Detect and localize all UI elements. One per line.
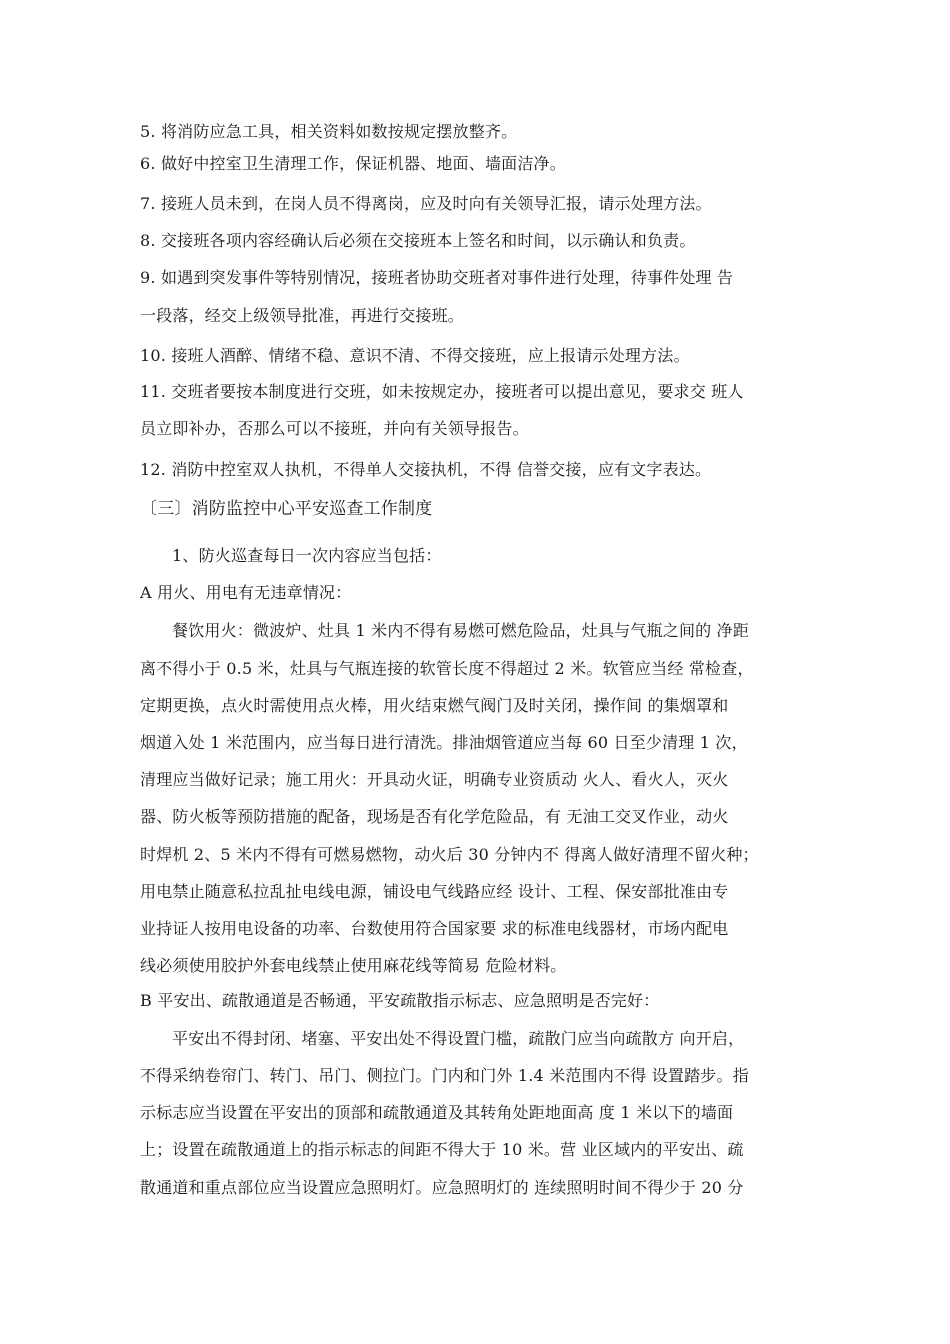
paragraph-a-line-9: 业持证人按用电设备的功率、台数使用符合国家要 求的标准电线器材，市场内配电 — [140, 919, 729, 938]
text-line-12: 12. 消防中控室双人执机，不得单人交接执机，不得 信誉交接，应有文字表达。 — [140, 460, 712, 479]
paragraph-a-line-5: 清理应当做好记录；施工用火：开具动火证，明确专业资质动 火人、看火人，灭火 — [140, 770, 729, 789]
item-b-heading: B 平安出、疏散通道是否畅通，平安疏散指示标志、应急照明是否完好： — [140, 991, 660, 1010]
paragraph-a-line-10: 线必须使用胶护外套电线禁止使用麻花线等简易 危险材料。 — [140, 956, 567, 975]
paragraph-a-line-8: 用电禁止随意私拉乱扯电线电源，铺设电气线路应经 设计、工程、保安部批准由专 — [140, 882, 729, 901]
text-line-5: 5. 将消防应急工具，相关资料如数按规定摆放整齐。 — [140, 122, 518, 141]
text-line-6: 6. 做好中控室卫生清理工作，保证机器、地面、墙面洁净。 — [140, 154, 566, 173]
section-heading: 〔三〕消防监控中心平安巡查工作制度 — [140, 499, 433, 519]
item-a-heading: A 用火、用电有无违章情况： — [140, 583, 352, 602]
paragraph-a-line-1: 餐饮用火：微波炉、灶具 1 米内不得有易燃可燃危险品，灶具与气瓶之间的 净距 — [172, 621, 750, 640]
text-line-11-cont: 员立即补办，否那么可以不接班，并向有关领导报告。 — [140, 419, 529, 438]
text-line-8: 8. 交接班各项内容经确认后必须在交接班本上签名和时间，以示确认和负责。 — [140, 231, 696, 250]
text-line-9: 9. 如遇到突发事件等特别情况，接班者协助交班者对事件进行处理，待事件处理 告 — [140, 268, 734, 287]
paragraph-a-line-6: 器、防火板等预防措施的配备，现场是否有化学危险品，有 无油工交叉作业，动火 — [140, 807, 729, 826]
paragraph-a-line-2: 离不得小于 0.5 米，灶具与气瓶连接的软管长度不得超过 2 米。软管应当经 常检查， — [140, 659, 754, 678]
paragraph-b-line-3: 示标志应当设置在平安出的顶部和疏散通道及其转角处距地面高 度 1 米以下的墙面 — [140, 1103, 734, 1122]
paragraph-b-line-2: 不得采纳卷帘门、转门、吊门、侧拉门。门内和门外 1.4 米范围内不得 设置踏步。指 — [140, 1066, 749, 1085]
paragraph-b-line-5: 散通道和重点部位应当设置应急照明灯。应急照明灯的 连续照明时间不得少于 20 分 — [140, 1178, 744, 1197]
text-line-9-cont: 一段落，经交上级领导批准，再进行交接班。 — [140, 306, 465, 325]
text-line-7: 7. 接班人员未到，在岗人员不得离岗，应及时向有关领导汇报，请示处理方法。 — [140, 194, 712, 213]
paragraph-b-line-4: 上；设置在疏散通道上的指示标志的间距不得大于 10 米。营 业区域内的平安出、疏 — [140, 1140, 744, 1159]
text-line-11: 11. 交班者要按本制度进行交班，如未按规定办，接班者可以提出意见，要求交 班人 — [140, 382, 744, 401]
subsection-heading: 1、防火巡查每日一次内容应当包括： — [172, 546, 442, 565]
paragraph-a-line-3: 定期更换，点火时需使用点火棒，用火结束燃气阀门及时关闭，操作间 的集烟罩和 — [140, 696, 729, 715]
paragraph-b-line-1: 平安出不得封闭、堵塞、平安出处不得设置门槛，疏散门应当向疏散方 向开启， — [172, 1029, 745, 1048]
text-line-10: 10. 接班人酒醉、情绪不稳、意识不清、不得交接班，应上报请示处理方法。 — [140, 346, 690, 365]
paragraph-a-line-7: 时焊机 2、5 米内不得有可燃易燃物，动火后 30 分钟内不 得离人做好清理不留火种； — [140, 845, 759, 864]
paragraph-a-line-4: 烟道入处 1 米范围内，应当每日进行清洗。排油烟管道应当每 60 日至少清理 1 次， — [140, 733, 748, 752]
